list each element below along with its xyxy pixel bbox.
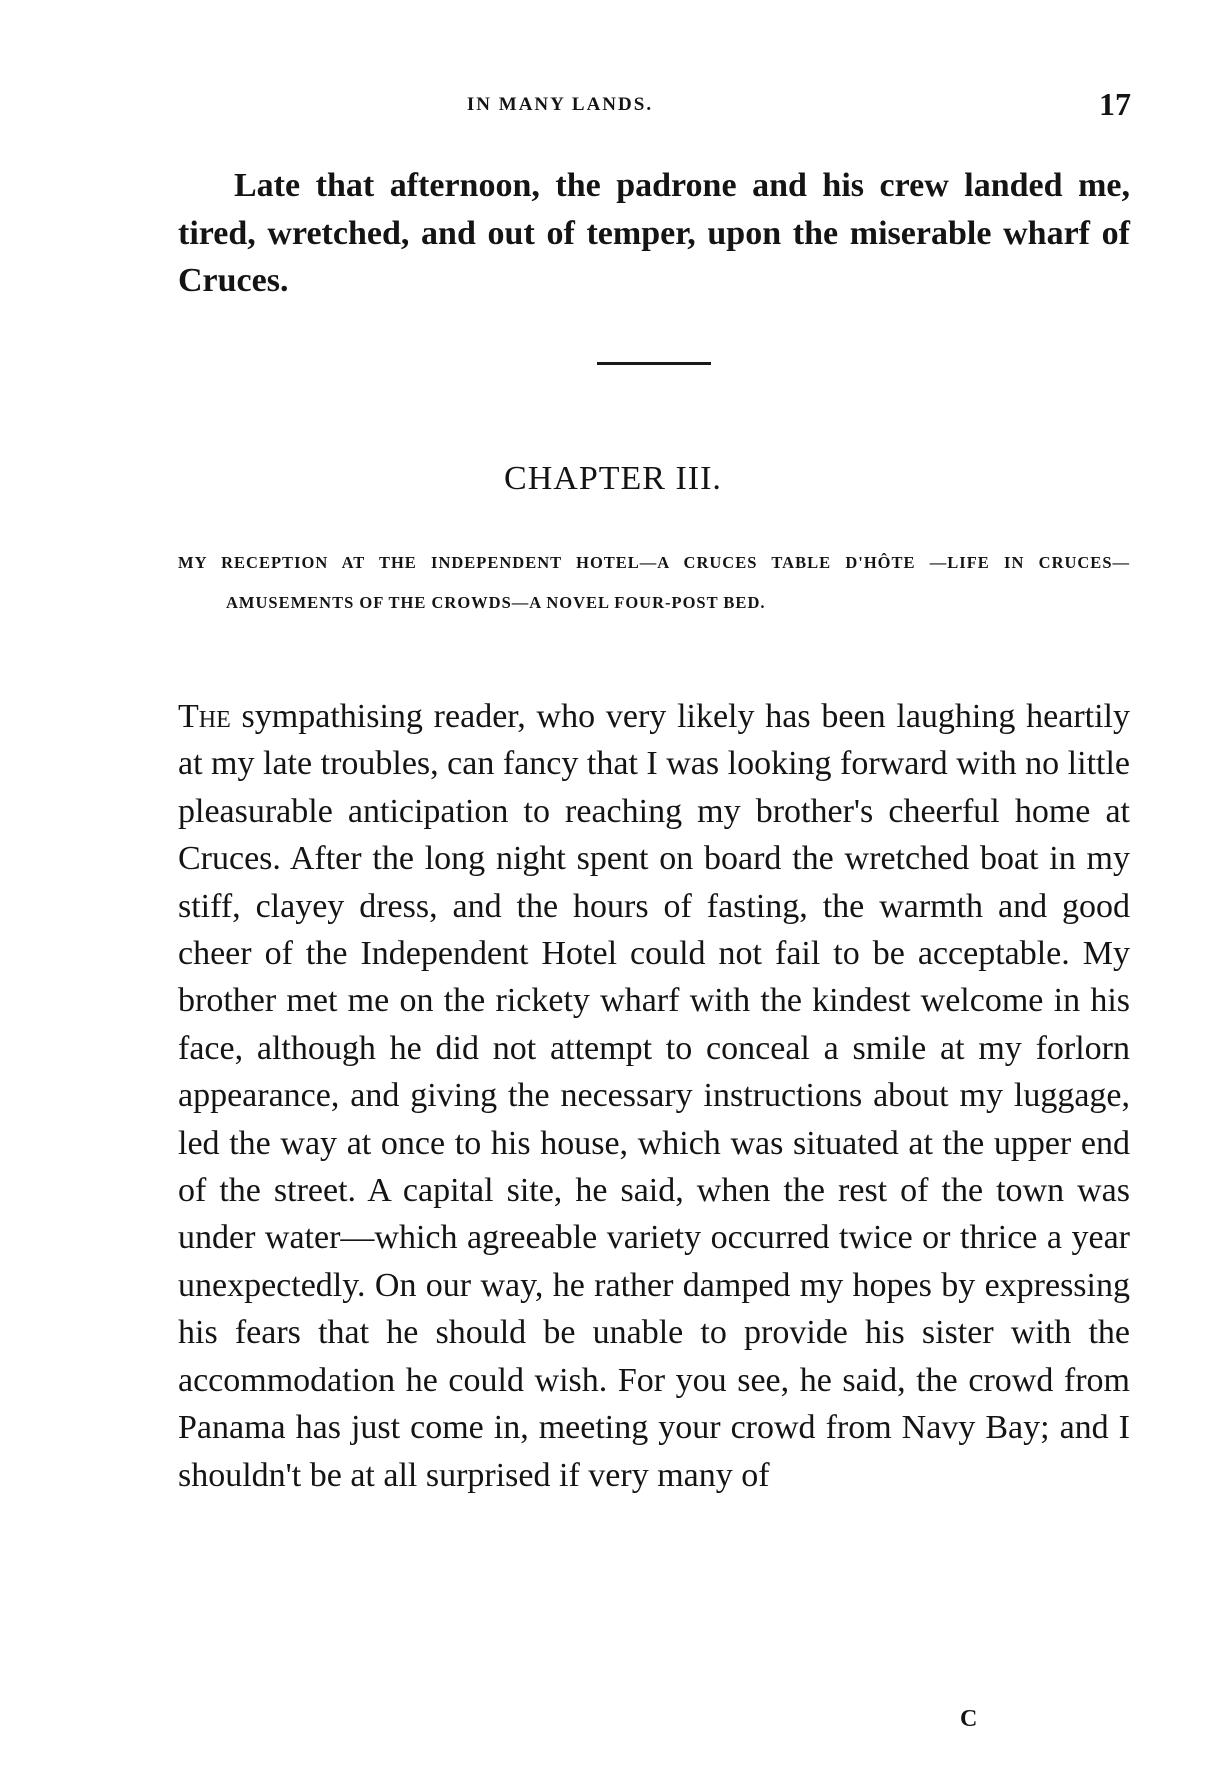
running-head [0, 86, 1226, 126]
lead-word: The [178, 698, 231, 735]
chapter-title: CHAPTER III. [504, 460, 722, 497]
chapter-synopsis: MY RECEPTION AT THE INDEPENDENT HOTEL—A CRUCES TABLE D'HÔTE —LIFE IN CRUCES—AMUSEMENTS OF THE CROWDS—A NOVEL FOUR-POST BED. [178, 553, 1130, 612]
paragraph-arrival: Late that afternoon, the padrone and his crew landed me, tired, wretched, and out of temper, upon the miserable wharf of Cruces. [178, 167, 1130, 299]
section-divider [597, 362, 711, 365]
page-number: 17 [1099, 86, 1131, 122]
signature-mark: C [960, 1706, 978, 1732]
running-title: IN MANY LANDS. [466, 94, 654, 115]
paragraph-reception [178, 693, 1130, 1499]
paragraph-body: sympathising reader, who very likely has been laughing heartily at my late troubles, can fancy that I was looking forward with no little pleasurable anticipation to reaching my brother's cheerful home at Cruces. After the long night spent on board the wretched boat in my stiff, clayey dress, and the hours of fasting, the warmth and good cheer of the Independent Hotel could not fail to be acceptable. My brother met me on the rickety wharf with the kindest welcome in his face, although he did not attempt to conceal a smile at my forlorn appearance, and giving the necessary instructions about my luggage, led the way at once to his house, which was situated at the upper end of the street. A capital site, he said, when the rest of the town was under water—which agreeable variety occurred twice or thrice a year unexpectedly. On our way, he rather damped my hopes by expressing his fears that he should be unable to provide his sister with the accommodation he could wish. For you see, he said, the crowd from Panama has just come in, meeting your crowd from Navy Bay; and I shouldn't be at all surprised if very many of [178, 698, 1130, 1494]
